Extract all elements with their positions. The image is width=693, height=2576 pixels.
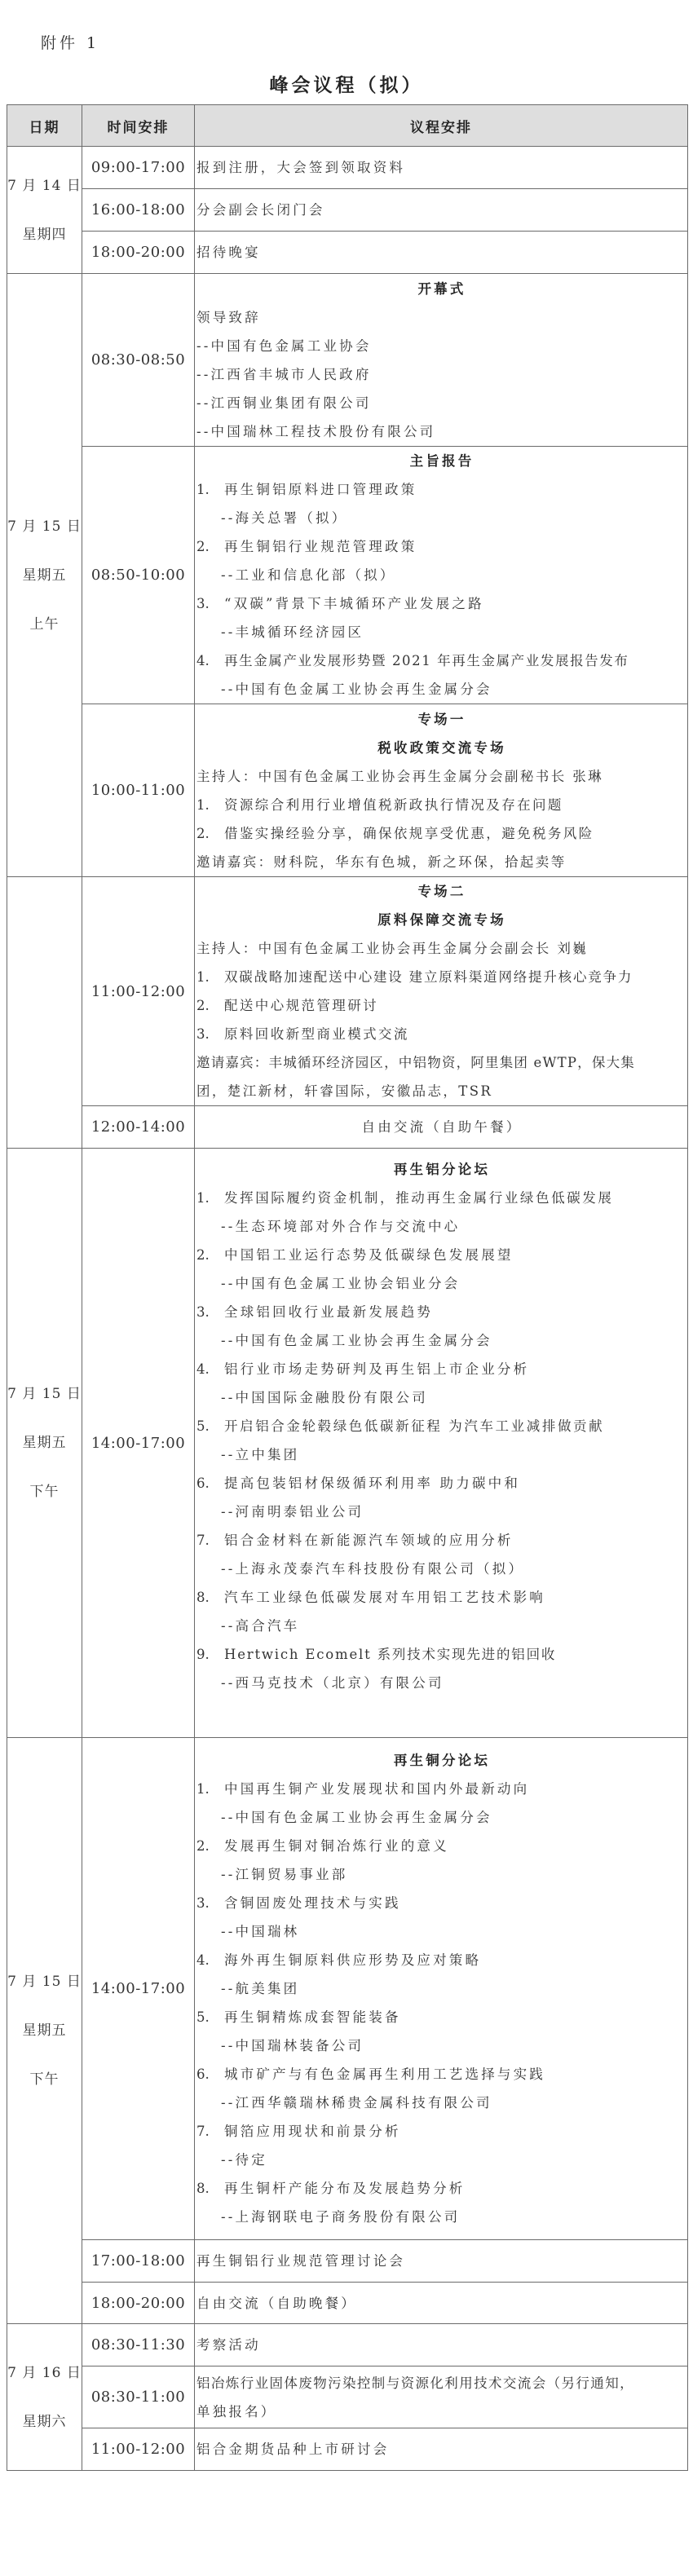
agenda-cell-aluminum-forum [195,1149,688,1738]
speaker-line: --中国瑞林装备公司 [221,2038,364,2053]
guests-line: 邀请嘉宾：丰城循环经济园区，中铝物资，阿里集团 eWTP，保大集 [196,1055,635,1070]
list-item: 7. 铝合金材料在新能源汽车领域的应用分析 [196,1533,514,1548]
date-cell [7,1149,82,1738]
agenda-cell: 考察活动 [195,2324,688,2366]
list-item: 4. 再生金属产业发展形势暨 2021 年再生金属产业发展报告发布 [196,653,629,668]
time-cell: 08:50-10:00 [82,447,195,704]
date-cell [7,2324,82,2471]
date-cell-empty [7,877,82,1149]
agenda-cell: 招待晚宴 [195,232,688,274]
speaker-line: --中国有色金属工业协会再生金属分会 [221,1810,492,1825]
list-item: 1. 发挥国际履约资金机制，推动再生金属行业绿色低碳发展 [196,1190,614,1206]
speaker-line: --待定 [221,2152,267,2168]
table-row [7,877,688,1106]
list-item: 3. 原料回收新型商业模式交流 [196,1026,409,1042]
date-text: 7 月 15 日 [7,1974,82,1990]
list-item: 4. 海外再生铜原料供应形势及应对策略 [196,1952,482,1968]
speaker-line: --河南明泰铝业公司 [221,1504,364,1520]
speaker-line: --西马克技术（北京）有限公司 [221,1675,444,1691]
list-item: 9. Hertwich Ecomelt 系列技术实现先进的铝回收 [196,1647,557,1662]
speaker-line: --海关总署（拟） [221,510,348,526]
speaker-line: --中国有色金属工业协会铝业分会 [221,1276,461,1291]
session-heading: 再生铝分论坛 [393,1162,491,1177]
time-cell: 09:00-17:00 [82,147,195,189]
table-row [7,1106,688,1149]
date-text: 7 月 16 日 [7,2364,82,2381]
agenda-cell: 自由交流（自助晚餐） [195,2283,688,2324]
agenda-line: --中国瑞林工程技术股份有限公司 [196,423,436,439]
weekday-text: 星期五 [22,2022,67,2039]
agenda-cell: 铝合金期货品种上市研讨会 [195,2428,688,2471]
period-text: 下午 [29,1484,60,1500]
time-cell: 11:00-12:00 [82,2428,195,2471]
date-cell [7,274,82,877]
session-heading: 主旨报告 [409,453,475,469]
time-cell: 08:30-11:00 [82,2366,195,2428]
guests-line: 邀请嘉宾：财科院，华东有色城，新之环保，拾起卖等 [196,854,567,870]
table-row [7,2366,688,2428]
speaker-line: --立中集团 [221,1447,300,1462]
list-item: 2. 再生铜铝行业规范管理政策 [196,539,417,554]
table-header-row [7,105,688,147]
table-row [7,704,688,877]
speaker-line: --丰城循环经济园区 [221,624,364,640]
agenda-line: 单独报名） [196,2403,277,2419]
date-cell [7,147,82,274]
agenda-cell-session2 [195,877,688,1106]
list-item: 5. 再生铜精炼成套智能装备 [196,2009,401,2025]
list-item: 2. 借鉴实操经验分享，确保依规享受优惠，避免税务风险 [196,825,594,841]
time-cell: 14:00-17:00 [82,1149,195,1738]
speaker-line: --上海永茂泰汽车科技股份有限公司（拟） [221,1561,525,1577]
time-cell: 14:00-17:00 [82,1738,195,2240]
time-cell: 12:00-14:00 [82,1106,195,1149]
agenda-line: --中国有色金属工业协会 [196,337,372,354]
date-text: 7 月 15 日 [7,1386,82,1402]
agenda-cell: 再生铜铝行业规范管理讨论会 [195,2240,688,2283]
list-item: 4. 铝行业市场走势研判及再生铝上市企业分析 [196,1361,530,1377]
time-cell: 18:00-20:00 [82,232,195,274]
session-subheading: 税收政策交流专场 [377,739,506,756]
speaker-line: --江铜贸易事业部 [221,1867,348,1882]
list-item: 2. 配送中心规范管理研讨 [196,998,378,1013]
weekday-text: 星期五 [22,1435,67,1451]
list-item: 6. 提高包装铝材保级循环利用率 助力碳中和 [196,1475,521,1491]
table-row [7,274,688,447]
agenda-line: 铝冶炼行业固体废物污染控制与资源化利用技术交流会（另行通知， [196,2375,634,2391]
page-title: 峰会议程（拟） [269,74,424,96]
speaker-line: --航美集团 [221,1981,300,1996]
speaker-line: --江西华赣瑞林稀贵金属科技有限公司 [221,2095,492,2111]
list-item: 1. 再生铜铝原料进口管理政策 [196,482,417,497]
header-agenda: 议程安排 [195,105,688,147]
agenda-cell-keynote [195,447,688,704]
weekday-text: 星期六 [22,2413,67,2430]
agenda-cell-copper-forum [195,1738,688,2240]
session-heading: 专场二 [417,884,466,899]
table-row [7,2428,688,2471]
list-item: 3. 含铜固废处理技术与实践 [196,1895,401,1911]
speaker-line: --生态环境部对外合作与交流中心 [221,1219,461,1234]
time-cell: 08:30-11:30 [82,2324,195,2366]
table-row [7,232,688,274]
table-row [7,2324,688,2366]
list-item: 1. 双碳战略加速配送中心建设 建立原料渠道网络提升核心竞争力 [196,969,633,985]
time-cell: 08:30-08:50 [82,274,195,447]
header-time: 时间安排 [82,105,195,147]
agenda-line: 领导致辞 [196,309,261,325]
list-item: 3. “双碳”背景下丰城循环产业发展之路 [196,596,484,611]
speaker-line: --中国有色金属工业协会再生金属分会 [221,681,492,697]
agenda-cell: 报到注册，大会签到领取资料 [195,147,688,189]
list-item: 2. 中国铝工业运行态势及低碳绿色发展展望 [196,1247,514,1263]
time-cell: 10:00-11:00 [82,704,195,877]
list-item: 8. 汽车工业绿色低碳发展对车用铝工艺技术影响 [196,1590,545,1605]
attachment-label: 附件 1 [41,34,100,52]
list-item: 2. 发展再生铜对铜冶炼行业的意义 [196,1838,449,1854]
list-item: 5. 开启铝合金轮毂绿色低碳新征程 为汽车工业减排做贡献 [196,1418,605,1434]
speaker-line: --中国国际金融股份有限公司 [221,1390,428,1405]
speaker-line: --上海钢联电子商务股份有限公司 [221,2209,461,2225]
session-heading: 再生铜分论坛 [393,1753,491,1768]
list-item: 1. 资源综合利用行业增值税新政执行情况及存在问题 [196,796,563,813]
table-row [7,447,688,704]
agenda-cell-opening [195,274,688,447]
speaker-line: --工业和信息化部（拟） [221,567,396,583]
header-date: 日期 [7,105,82,147]
table-row [7,189,688,232]
table-row [7,2240,688,2283]
table-row [7,1738,688,2240]
agenda-line: --江西省丰城市人民政府 [196,366,372,382]
date-text: 7 月 15 日 [7,518,82,535]
list-item: 7. 铜箔应用现状和前景分析 [196,2124,401,2139]
agenda-cell-session1 [195,704,688,877]
session-subheading: 原料保障交流专场 [377,912,506,928]
agenda-cell: 分会副会长闭门会 [195,189,688,232]
table-row [7,147,688,189]
date-cell [7,1738,82,2324]
speaker-line: --中国瑞林 [221,1924,300,1939]
list-item: 3. 全球铝回收行业最新发展趋势 [196,1304,434,1320]
speaker-line: --高合汽车 [221,1618,300,1634]
agenda-cell [195,2366,688,2428]
time-cell: 18:00-20:00 [82,2283,195,2324]
weekday-text: 星期五 [22,567,67,584]
session-heading: 专场一 [417,711,466,727]
table-row [7,2283,688,2324]
time-cell: 11:00-12:00 [82,877,195,1106]
list-item: 6. 城市矿产与有色金属再生利用工艺选择与实践 [196,2067,545,2082]
list-item: 1. 中国再生铜产业发展现状和国内外最新动向 [196,1781,530,1797]
list-item: 8. 再生铜杆产能分布及发展趋势分析 [196,2181,466,2196]
table-row [7,1149,688,1738]
speaker-line: --中国有色金属工业协会再生金属分会 [221,1333,492,1348]
guests-line: 团，楚江新材，轩睿国际，安徽品志，TSR [196,1083,493,1099]
period-text: 上午 [29,615,60,633]
time-cell: 17:00-18:00 [82,2240,195,2283]
date-text: 7 月 14 日 [7,177,82,194]
session-heading: 开幕式 [417,280,466,297]
period-text: 下午 [29,2071,60,2088]
weekday-text: 星期四 [22,226,67,243]
agenda-cell: 自由交流（自助午餐） [195,1106,688,1149]
host-line: 主持人：中国有色金属工业协会再生金属分会副会长 刘巍 [196,941,589,956]
agenda-line: --江西铜业集团有限公司 [196,395,372,411]
agenda-table [7,104,688,2471]
time-cell: 16:00-18:00 [82,189,195,232]
host-line: 主持人：中国有色金属工业协会再生金属分会副秘书长 张琳 [196,768,604,784]
